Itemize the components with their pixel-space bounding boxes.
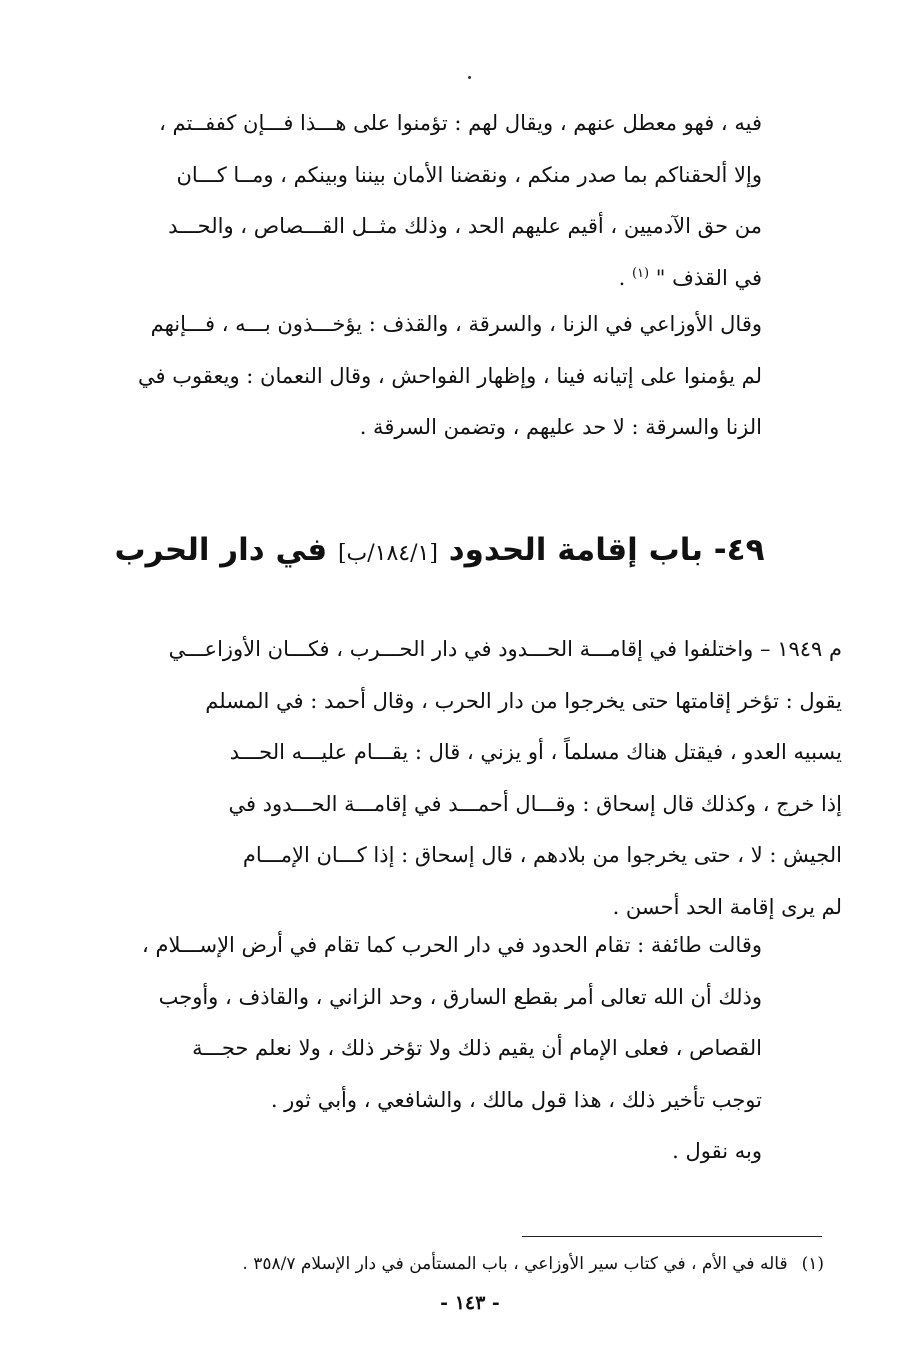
paragraph-opinion [112, 920, 762, 1178]
top-mark [468, 76, 471, 79]
text-line: وقالت طائفة : تقام الحدود في دار الحرب كما تقام في أرض الإســـلام ، [142, 933, 762, 957]
paragraph-awzai [112, 299, 762, 454]
footnote-reference[interactable]: (١) [631, 265, 650, 281]
text-line: الجيش : لا ، حتى يخرجوا من بلادهم ، قال إسحاق : إذا كـــان الإمـــام [242, 843, 842, 867]
text-line-start: في القذف " [655, 265, 762, 290]
text-line: من حق الآدميين ، أقيم عليهم الحد ، وذلك مثــل القـــصاص ، والحـــد [168, 214, 762, 238]
text-line [112, 253, 762, 305]
text-line: القصاص ، فعلى الإمام أن يقيم ذلك ولا تؤخر ذلك ، ولا نعلم حجـــة [192, 1036, 762, 1060]
text-line: إذا خرج ، وكذلك قال إسحاق : وقـــال أحمـــد في إقامـــة الحـــدود في [228, 791, 842, 816]
text-line: وبه نقول . [672, 1139, 762, 1163]
text-line: وقال الأوزاعي في الزنا ، والسرقة ، والقذف : يؤخـــذون بـــه ، فـــإنهم [150, 312, 762, 336]
chapter-heading [112, 520, 767, 584]
text-line: لم يرى إقامة الحد أحسن . [612, 894, 842, 919]
text-line: يسبيه العدو ، فيقتل هناك مسلماً ، أو يزني ، قال : يقـــام عليـــه الحـــد [229, 740, 842, 764]
text-line: يقول : تؤخر إقامتها حتى يخرجوا من دار الحرب ، وقال أحمد : في المسلم [205, 688, 842, 713]
text-line-end: . [618, 265, 632, 290]
text-line: لم يؤمنوا على إتيانه فينا ، وإظهار الفواحش ، وقال النعمان : ويعقوب في [138, 363, 762, 388]
footnote-number: (١) [801, 1254, 824, 1274]
page-number: - ١٤٣ - [440, 1292, 500, 1314]
text-line: توجب تأخير ذلك ، هذا قول مالك ، والشافعي ، وأبي ثور . [270, 1087, 762, 1112]
paragraph-continuation [112, 98, 762, 304]
footnote-divider [522, 1236, 822, 1237]
footnote-text: قاله في الأم ، في كتاب سير الأوزاعي ، باب المستأمن في دار الإسلام ٣٥٨/٧ . [242, 1254, 788, 1274]
chapter-title-end: في دار الحرب [114, 532, 328, 568]
paragraph-issue [112, 624, 842, 933]
manuscript-folio: [١٨٤/١/ب] [337, 541, 438, 566]
chapter-title-start: ٤٩- باب إقامة الحدود [448, 532, 765, 568]
text-line: م ١٩٤٩ – واختلفوا في إقامـــة الحـــدود في دار الحـــرب ، فكـــان الأوزاعـــي [168, 637, 842, 661]
text-line: فيه ، فهو معطل عنهم ، ويقال لهم : تؤمنوا على هـــذا فـــإن كففــتم ، [159, 111, 762, 135]
text-line: الزنا والسرقة : لا حد عليهم ، وتضمن السرقة . [359, 415, 762, 439]
footnote [112, 1250, 824, 1278]
text-line: وإلا ألحقناكم بما صدر منكم ، ونقضنا الأمان بيننا وبينكم ، ومــا كـــان [176, 162, 762, 187]
text-line: وذلك أن الله تعالى أمر بقطع السارق ، وحد الزاني ، والقاذف ، وأوجب [158, 984, 762, 1009]
